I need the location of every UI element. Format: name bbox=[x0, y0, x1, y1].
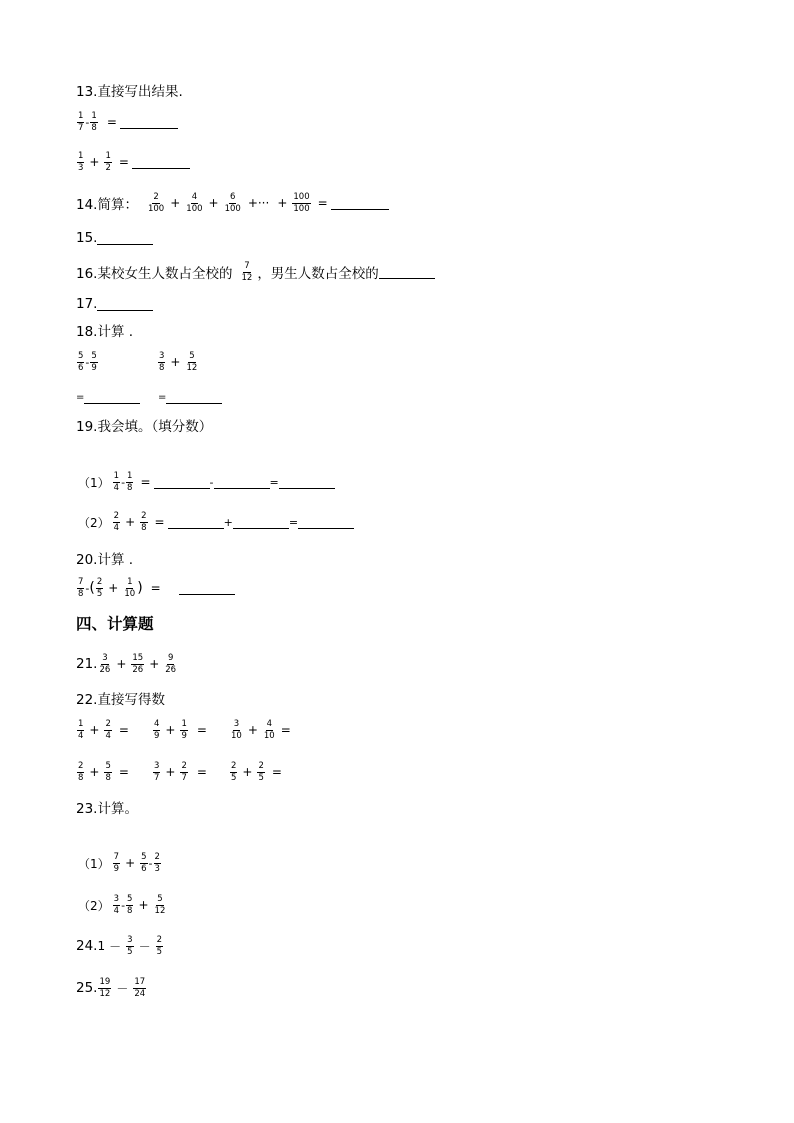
fraction: 2 3 bbox=[154, 852, 160, 874]
q17: 17. bbox=[76, 296, 153, 312]
fraction: $\frac{1}{10}$ bbox=[124, 577, 136, 599]
fraction: $\frac{5}{8}$ bbox=[105, 761, 111, 783]
fraction: 17 24 bbox=[134, 977, 146, 999]
q20-label: 20.计算 . bbox=[76, 552, 134, 568]
answer-blank[interactable] bbox=[298, 515, 354, 529]
fraction: 2 8 bbox=[78, 761, 84, 783]
q16: 16.某校女生人数占全校的 7 12 ，男生人数占全校的 bbox=[76, 262, 435, 282]
fraction: 3 5 bbox=[127, 935, 133, 957]
fraction: 4 9 bbox=[154, 719, 160, 741]
fraction: 5 9 bbox=[91, 351, 97, 373]
fraction: $\frac{6}{100}$ bbox=[224, 192, 241, 214]
q13-b: 1 3 + $\frac{1}{2}$ = bbox=[76, 152, 190, 172]
fraction: $\frac{100}{100}$ bbox=[293, 192, 310, 214]
answer-blank[interactable] bbox=[331, 196, 389, 210]
section-heading: 四、计算题 bbox=[76, 615, 154, 633]
fraction: 5 8 bbox=[127, 894, 133, 916]
fraction: $\frac{5}{12}$ bbox=[154, 894, 166, 916]
fraction: $\frac{9}{26}$ bbox=[165, 653, 177, 675]
q18-answer-a: = bbox=[76, 390, 140, 404]
answer-blank[interactable] bbox=[97, 297, 153, 311]
fraction: $\frac{1}{9}$ bbox=[181, 719, 187, 741]
q18-answer-b: = bbox=[158, 390, 222, 404]
q25: 25. 19 12 － 17 24 bbox=[76, 977, 146, 999]
fraction: 2 5 bbox=[96, 577, 103, 599]
fraction: 1 7 bbox=[78, 111, 84, 133]
q23-label: 23.计算。 bbox=[76, 801, 138, 817]
q22-r2-c2: 3 7 + $\frac{2}{7}$ = bbox=[154, 761, 207, 783]
q20-expr: 7 8 - ( 2 5 + $\frac{1}{10}$ ) = bbox=[76, 578, 235, 598]
answer-blank[interactable] bbox=[279, 475, 335, 489]
q23-p2: （2） 3 4 - 5 8 + $\frac{5}{12}$ bbox=[78, 894, 166, 916]
q22-label: 22.直接写得数 bbox=[76, 692, 165, 708]
q18-a: 5 6 - 5 9 bbox=[78, 351, 97, 373]
q13-label: 13.直接写出结果. bbox=[76, 84, 183, 100]
fraction: 19 12 bbox=[99, 977, 111, 999]
fraction: $\frac{1}{8}$ bbox=[91, 111, 97, 133]
q22-r1-c3: 3 10 + $\frac{4}{10}$ = bbox=[231, 719, 291, 741]
fraction: 5 6 bbox=[78, 351, 84, 373]
q22-r2-c1: 2 8 + $\frac{5}{8}$ = bbox=[78, 761, 129, 783]
q18-b: 3 8 + $\frac{5}{12}$ bbox=[159, 351, 198, 373]
q22-r1-c1: 1 4 + $\frac{2}{4}$ = bbox=[78, 719, 129, 741]
answer-blank[interactable] bbox=[233, 515, 289, 529]
fraction: $\frac{2}{5}$ bbox=[258, 761, 264, 783]
fraction: 3 26 bbox=[99, 653, 111, 675]
fraction: 1 4 bbox=[113, 471, 120, 493]
answer-blank[interactable] bbox=[179, 581, 235, 595]
q19-p2: （2） 2 4 + $\frac{2}{8}$ = + = bbox=[78, 512, 354, 532]
fraction: $\frac{1}{8}$ bbox=[127, 471, 133, 493]
answer-blank[interactable] bbox=[84, 390, 140, 404]
fraction: $\frac{5}{6}$ bbox=[141, 852, 147, 874]
fraction: 7 12 bbox=[241, 261, 253, 283]
fraction: 7 8 bbox=[78, 577, 84, 599]
answer-blank[interactable] bbox=[166, 390, 222, 404]
fraction: $\frac{2}{8}$ bbox=[141, 511, 147, 533]
fraction: $\frac{4}{100}$ bbox=[186, 192, 203, 214]
q19-p1: （1） 1 4 - $\frac{1}{8}$ = - = bbox=[78, 472, 335, 492]
q18-label: 18.计算 . bbox=[76, 324, 134, 340]
q24: 24. 1 － 3 5 － 2 5 bbox=[76, 935, 162, 957]
fraction: 2 4 bbox=[113, 511, 120, 533]
fraction: $\frac{2}{7}$ bbox=[181, 761, 187, 783]
q14: 14.简算： 2 100 + $\frac{4}{100}$ + $\frac{6}{100}$ +··· + $\frac{100}{100}$ = bbox=[76, 193, 389, 213]
answer-blank[interactable] bbox=[132, 155, 190, 169]
answer-blank[interactable] bbox=[168, 515, 224, 529]
fraction: 1 3 bbox=[78, 151, 84, 173]
answer-blank[interactable] bbox=[97, 231, 153, 245]
q13-a: 1 7 - $\frac{1}{8}$ = bbox=[76, 112, 178, 132]
answer-blank[interactable] bbox=[154, 475, 210, 489]
q21: 21. 3 26 + $\frac{15}{26}$ + $\frac{9}{26}$ bbox=[76, 653, 177, 675]
fraction: $\frac{4}{10}$ bbox=[263, 719, 275, 741]
fraction: 3 4 bbox=[113, 894, 120, 916]
fraction: $\frac{5}{12}$ bbox=[186, 351, 198, 373]
fraction: 2 5 bbox=[156, 935, 162, 957]
fraction: $\frac{15}{26}$ bbox=[132, 653, 144, 675]
fraction: 1 4 bbox=[78, 719, 84, 741]
fraction: 3 10 bbox=[231, 719, 242, 741]
fraction: 3 7 bbox=[154, 761, 160, 783]
fraction: $\frac{1}{2}$ bbox=[105, 151, 111, 173]
answer-blank[interactable] bbox=[379, 265, 435, 279]
fraction: 2 5 bbox=[231, 761, 237, 783]
q22-r1-c2: 4 9 + $\frac{1}{9}$ = bbox=[154, 719, 207, 741]
q23-p1: （1） 7 9 + $\frac{5}{6}$ - 2 3 bbox=[78, 852, 160, 874]
answer-blank[interactable] bbox=[214, 475, 270, 489]
answer-blank[interactable] bbox=[120, 115, 178, 129]
q19-label: 19.我会填。（填分数） bbox=[76, 419, 213, 435]
fraction: 7 9 bbox=[113, 852, 120, 874]
fraction: 3 8 bbox=[159, 351, 165, 373]
fraction: $\frac{2}{4}$ bbox=[105, 719, 111, 741]
fraction: 2 100 bbox=[147, 192, 165, 214]
q15: 15. bbox=[76, 230, 153, 246]
q22-r2-c3: 2 5 + $\frac{2}{5}$ = bbox=[231, 761, 282, 783]
